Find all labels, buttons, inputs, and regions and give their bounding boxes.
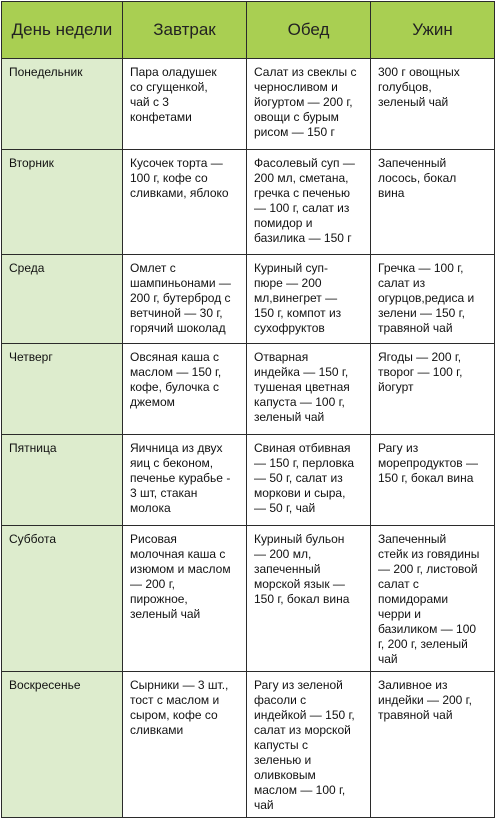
lunch-cell: Куриный суп- пюре — 200 мл,винегрет — 150 г, компот из сухофруктов: [247, 255, 371, 344]
day-cell: Воскресенье: [2, 672, 123, 818]
header-row: [2, 2, 495, 59]
meal-plan-table: [1, 1, 495, 818]
dinner-cell: Гречка — 100 г, салат из огурцов,редиса и зелени — 150 г, травяной чай: [371, 255, 495, 344]
header-day: День недели: [2, 2, 123, 59]
breakfast-cell: Овсяная каша с маслом — 150 г, кофе, булочка с джемом: [123, 344, 247, 435]
lunch-cell: Рагу из зеленой фасоли с индейкой — 150 г, салат из морской капусты с зеленью и оливковым маслом — 100 г, чай: [247, 672, 371, 818]
lunch-cell: Свиная отбивная — 150 г, перловка — 50 г, салат из моркови и сыра, — 50 г, чай: [247, 435, 371, 526]
table-row: [2, 150, 495, 255]
lunch-cell: Салат из свеклы с черносливом и йогуртом — 200 г, овощи с бурым рисом — 150 г: [247, 59, 371, 150]
table-row: [2, 526, 495, 672]
lunch-cell: Отварная индейка — 150 г, тушеная цветная капуста — 100 г, зеленый чай: [247, 344, 371, 435]
table-row: [2, 344, 495, 435]
dinner-cell: Рагу из морепродуктов — 150 г, бокал вина: [371, 435, 495, 526]
dinner-cell: Запеченный стейк из говядины — 200 г, листовой салат с помидорами черри и базиликом — 100 г, 200 г, зеленый чай: [371, 526, 495, 672]
lunch-cell: Фасолевый суп — 200 мл, сметана, гречка с печенью — 100 г, салат из помидор и базилика — 150 г: [247, 150, 371, 255]
day-cell: Среда: [2, 255, 123, 344]
dinner-cell: 300 г овощных голубцов, зеленый чай: [371, 59, 495, 150]
day-cell: Понедельник: [2, 59, 123, 150]
breakfast-cell: Сырники — 3 шт., тост с маслом и сыром, кофе со сливками: [123, 672, 247, 818]
breakfast-cell: Рисовая молочная каша с изюмом и маслом — 200 г, пирожное, зеленый чай: [123, 526, 247, 672]
dinner-cell: Заливное из индейки — 200 г, травяной чай: [371, 672, 495, 818]
day-cell: Вторник: [2, 150, 123, 255]
day-cell: Пятница: [2, 435, 123, 526]
breakfast-cell: Пара оладушек со сгущенкой, чай с 3 конфетами: [123, 59, 247, 150]
table-row: [2, 255, 495, 344]
table-row: [2, 672, 495, 818]
breakfast-cell: Кусочек торта — 100 г, кофе со сливками, яблоко: [123, 150, 247, 255]
table-row: [2, 59, 495, 150]
table-row: [2, 435, 495, 526]
breakfast-cell: Яичница из двух яиц с беконом, печенье курабье - 3 шт, стакан молока: [123, 435, 247, 526]
header-breakfast: Завтрак: [123, 2, 247, 59]
day-cell: Суббота: [2, 526, 123, 672]
breakfast-cell: Омлет с шампиньонами — 200 г, бутерброд с ветчиной — 30 г, горячий шоколад: [123, 255, 247, 344]
lunch-cell: Куриный бульон — 200 мл, запеченный морской язык — 150 г, бокал вина: [247, 526, 371, 672]
day-cell: Четверг: [2, 344, 123, 435]
header-lunch: Обед: [247, 2, 371, 59]
header-dinner: Ужин: [371, 2, 495, 59]
dinner-cell: Запеченный лосось, бокал вина: [371, 150, 495, 255]
dinner-cell: Ягоды — 200 г, творог — 100 г, йогурт: [371, 344, 495, 435]
